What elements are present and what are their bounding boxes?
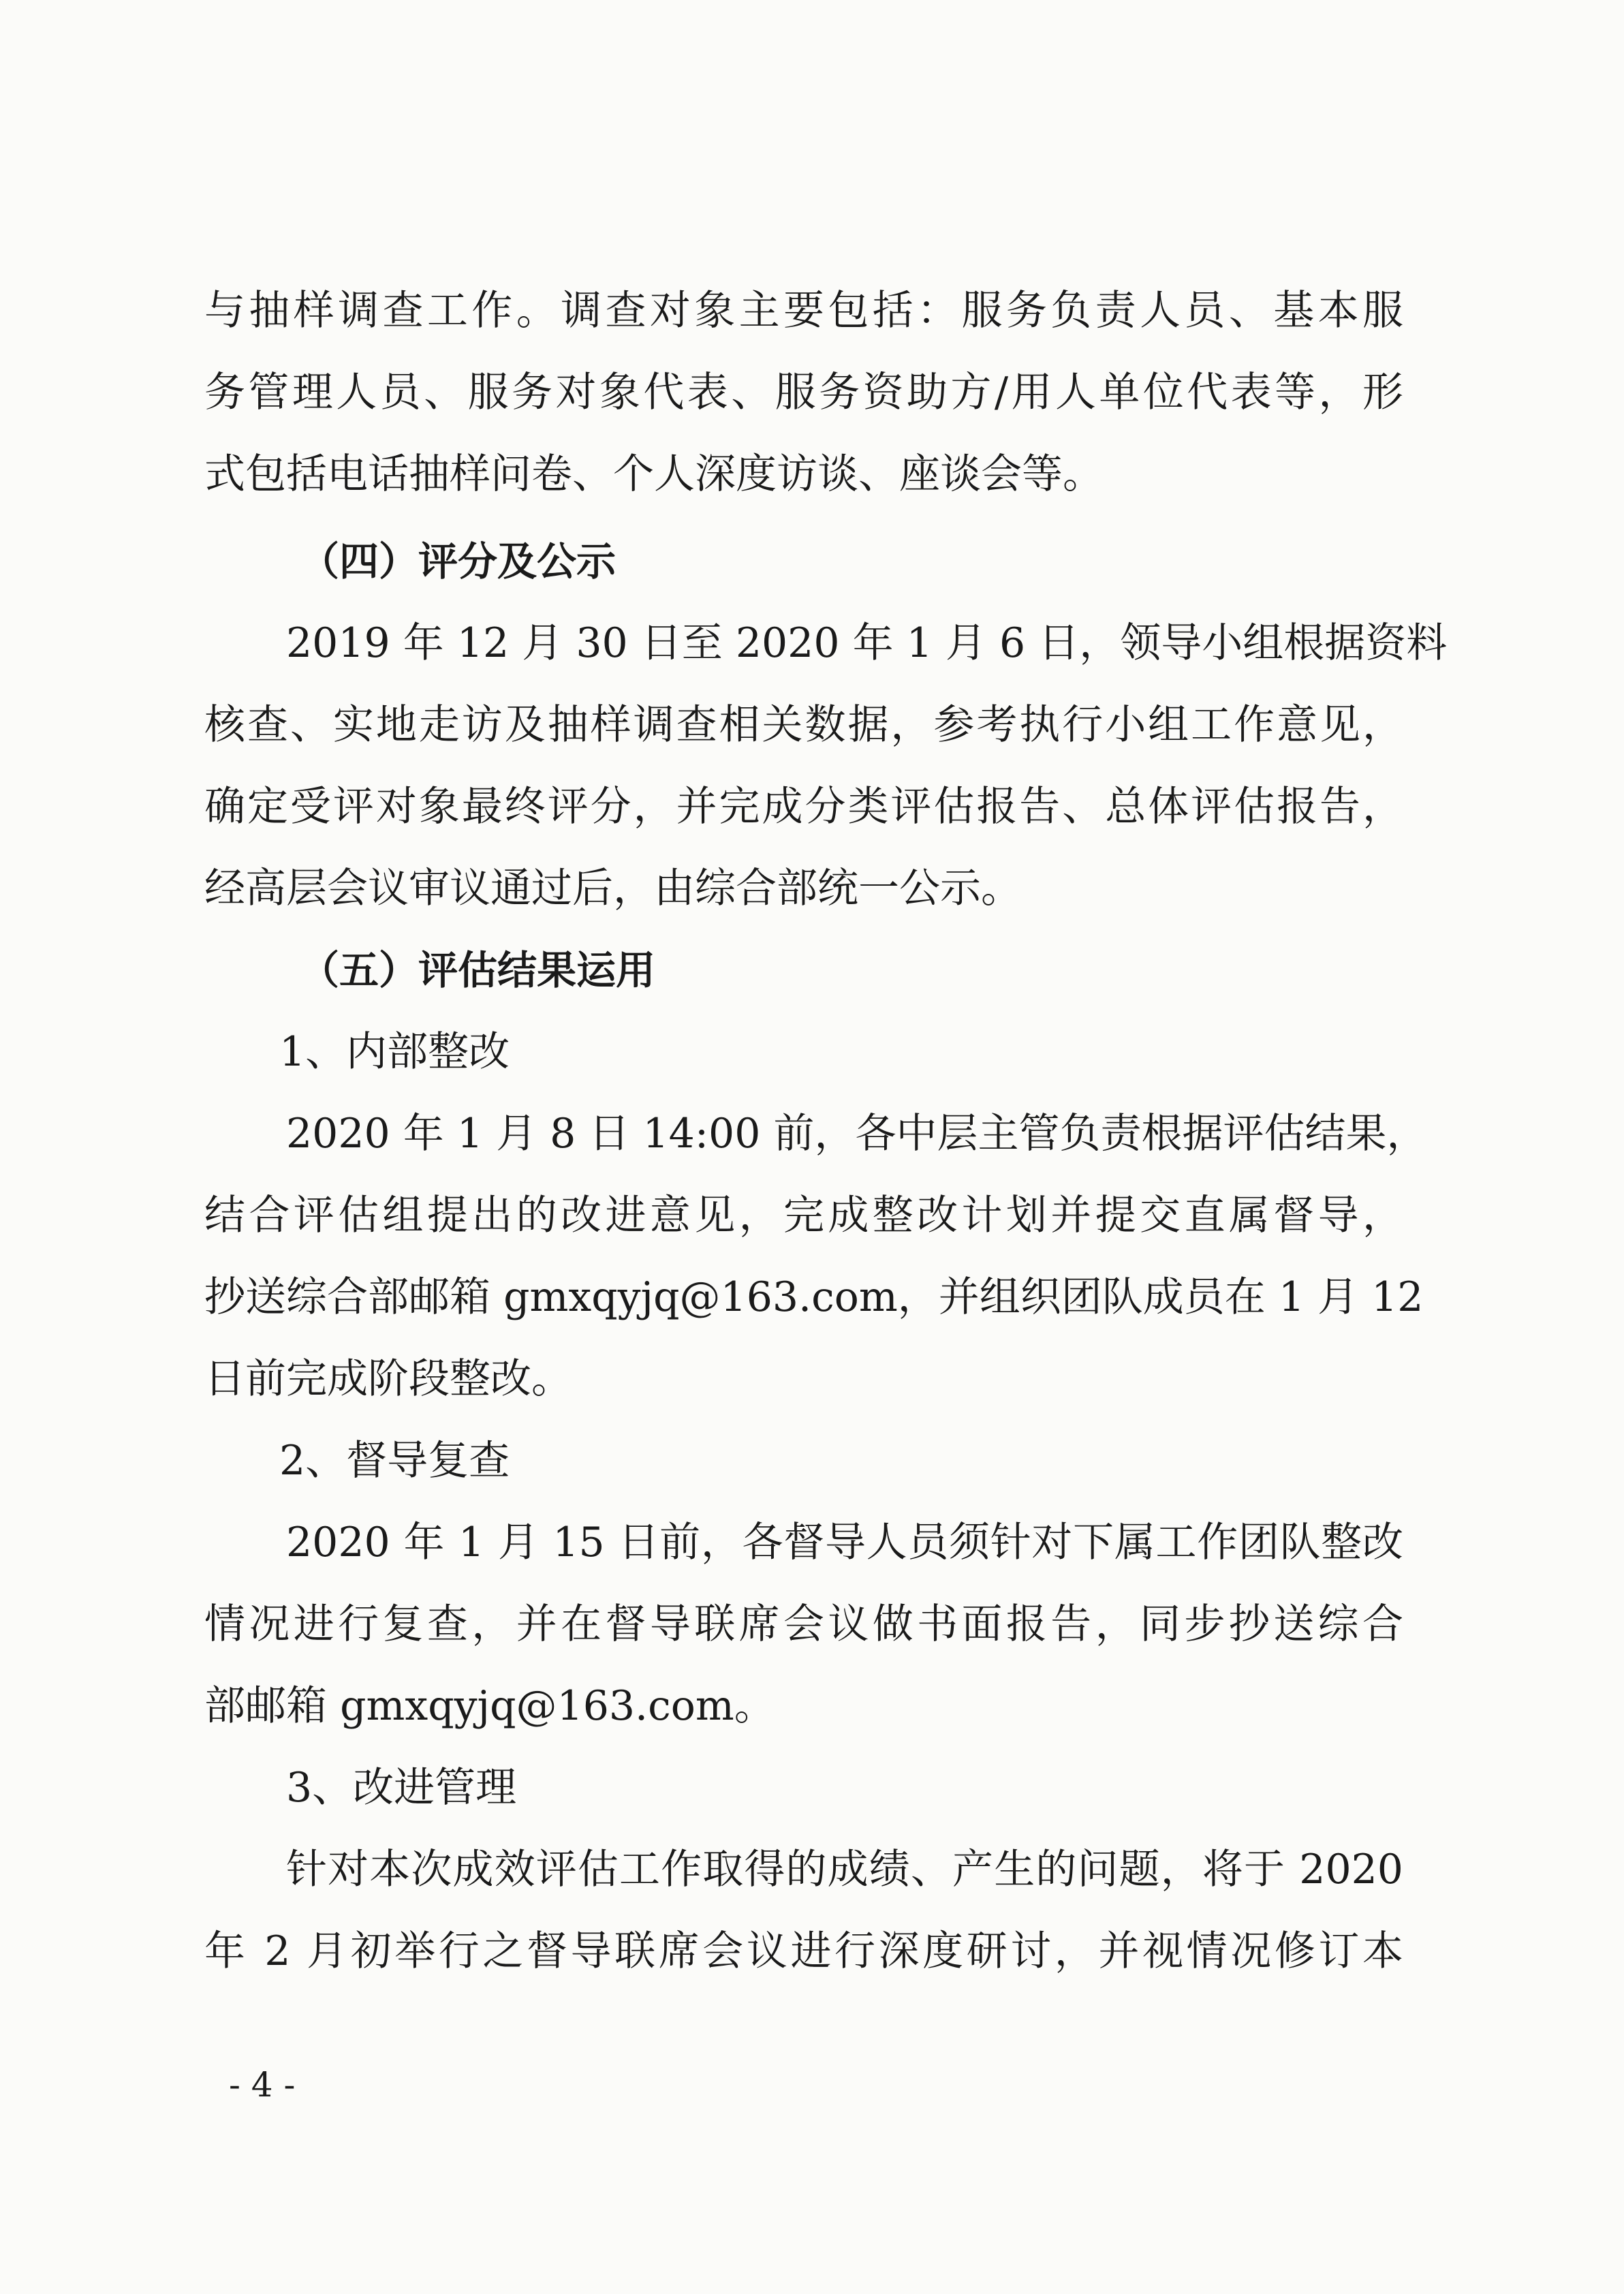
paragraph-line: 抄送综合部邮箱 gmxqyjq@163.com，并组织团队成员在 1 月 12 <box>204 1273 1424 1321</box>
paragraph-line: 结合评估组提出的改进意见，完成整改计划并提交直属督导， <box>204 1192 1403 1239</box>
paragraph-line: 经高层会议审议通过后，由综合部统一公示。 <box>204 865 1022 912</box>
paragraph-line: 情况进行复查，并在督导联席会议做书面报告，同步抄送综合 <box>204 1600 1403 1648</box>
paragraph-line: 确定受评对象最终评分，并完成分类评估报告、总体评估报告， <box>204 783 1403 831</box>
paragraph-line: 式包括电话抽样问卷、个人深度访谈、座谈会等。 <box>204 450 1104 498</box>
paragraph-line: 2020 年 1 月 8 日 14:00 前，各中层主管负责根据评估结果， <box>286 1110 1428 1158</box>
paragraph-line: 年 2 月初举行之督导联席会议进行深度研讨，并视情况修订本 <box>204 1927 1403 1975</box>
subsection-heading: 2、督导复查 <box>279 1437 510 1485</box>
paragraph-line: 针对本次成效评估工作取得的成绩、产生的问题，将于 2020 <box>286 1846 1403 1893</box>
paragraph-line: 2019 年 12 月 30 日至 2020 年 1 月 6 日，领导小组根据资料 <box>286 619 1448 667</box>
paragraph-line: 部邮箱 gmxqyjq@163.com。 <box>204 1682 775 1730</box>
paragraph-line: 与抽样调查工作。调查对象主要包括：服务负责人员、基本服 <box>204 287 1403 335</box>
paragraph-line: 务管理人员、服务对象代表、服务资助方/用人单位代表等，形 <box>204 369 1403 416</box>
page-number: - 4 - <box>229 2065 296 2105</box>
subsection-heading: 1、内部整改 <box>279 1028 510 1076</box>
paragraph-line: 日前完成阶段整改。 <box>204 1355 572 1403</box>
section-heading: （五）评估结果运用 <box>300 947 656 993</box>
paragraph-line: 2020 年 1 月 15 日前，各督导人员须针对下属工作团队整改 <box>286 1519 1403 1566</box>
section-heading: （四）评分及公示 <box>300 538 616 585</box>
paragraph-line: 核查、实地走访及抽样调查相关数据，参考执行小组工作意见， <box>204 701 1403 749</box>
subsection-heading: 3、改进管理 <box>286 1764 517 1812</box>
